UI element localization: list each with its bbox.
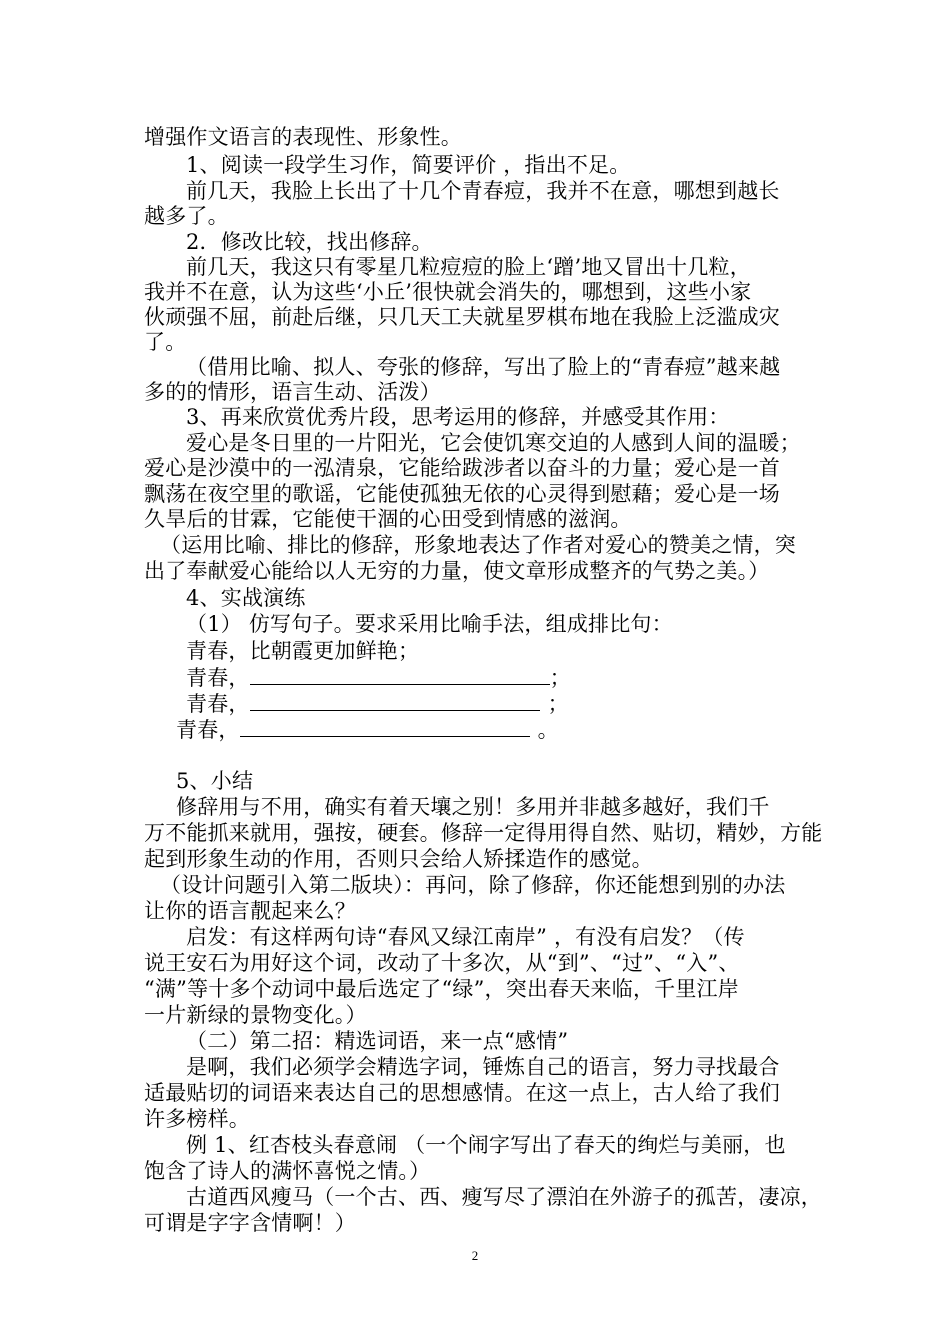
text-line: 出了奉献爱心能给以人无穷的力量，使文章形成整齐的气势之美。）: [144, 559, 770, 583]
text-line: （1） 仿写句子。要求采用比喻手法，组成排比句：: [186, 612, 673, 636]
text-line: 启发：有这样两句诗“春风又绿江南岸” ，有没有启发？（传: [186, 925, 745, 949]
text-line: 是啊，我们必须学会精选字词，锤炼自己的语言，努力寻找最合: [186, 1055, 780, 1079]
answer-blank[interactable]: [250, 690, 540, 711]
text-line: 修辞用与不用，确实有着天壤之别！多用并非越多越好，我们千: [176, 795, 770, 819]
text-line: 适最贴切的词语来表达自己的思想感情。在这一点上，古人给了我们: [144, 1081, 780, 1105]
text-line: 起到形象生动的作用，否则只会给人矫揉造作的感觉。: [144, 847, 653, 871]
text-line: 爱心是沙漠中的一泓清泉，它能给跋涉者以奋斗的力量；爱心是一首: [144, 456, 780, 480]
blank-end: ；: [547, 692, 569, 716]
text-line: 说王安石为用好这个词，改动了十多次，从“到”、“过”、“入”、: [144, 951, 740, 975]
text-line: “满”等十多个动词中最后选定了“绿”，突出春天来临，千里江岸: [144, 977, 739, 1001]
fill-in-blank-row: [186, 664, 571, 691]
text-line: 青春，比朝霞更加鲜艳；: [186, 639, 420, 663]
answer-blank[interactable]: [240, 716, 530, 737]
text-line: 1、阅读一段学生习作，简要评价 ，指出不足。: [186, 153, 631, 177]
text-line: 了。: [144, 330, 187, 354]
text-line: 我并不在意，认为这些‘小丘’很快就会消失的，哪想到，这些小家: [144, 280, 752, 304]
text-line: 2．修改比较，找出修辞。: [186, 230, 433, 254]
text-line: 让你的语言靓起来么？: [144, 899, 356, 923]
text-line: 许多榜样。: [144, 1107, 250, 1131]
text-line: 例 1、红杏枝头春意闹 （一个闹字写出了春天的绚烂与美丽，也: [186, 1133, 786, 1157]
text-line: 前几天，我这只有零星几粒痘痘的脸上‘蹭’地又冒出十几粒，: [186, 255, 751, 279]
text-line: 4、实战演练: [186, 586, 306, 610]
blank-label: 青春，: [186, 692, 250, 716]
answer-blank[interactable]: [250, 664, 550, 685]
text-line: （设计问题引入第二版块）：再问，除了修辞，你还能想到别的办法: [160, 873, 786, 897]
blank-end: ；: [549, 666, 571, 690]
section-heading: （二）第二招：精选词语，来一点“感情”: [186, 1029, 569, 1053]
text-line: 伙顽强不屈，前赴后继，只几天工夫就星罗棋布地在我脸上泛滥成灾: [144, 305, 780, 329]
text-line: 3、再来欣赏优秀片段，思考运用的修辞，并感受其作用：: [186, 405, 730, 429]
text-line: 爱心是冬日里的一片阳光，它会使饥寒交迫的人感到人间的温暖；: [186, 431, 801, 455]
text-line: 可谓是字字含情啊！）: [144, 1211, 356, 1235]
text-line: 多的的情形，语言生动、活泼）: [144, 380, 441, 404]
text-line: （运用比喻、排比的修辞，形象地表达了作者对爱心的赞美之情，突: [160, 533, 796, 557]
fill-in-blank-row: [186, 690, 569, 717]
text-line: 古道西风瘦马（一个古、西、瘦写尽了漂泊在外游子的孤苦，凄凉，: [186, 1185, 822, 1209]
text-line: 飘荡在夜空里的歌谣，它能使孤独无依的心灵得到慰藉；爱心是一场: [144, 482, 780, 506]
text-line: 前几天，我脸上长出了十几个青春痘，我并不在意，哪想到越长: [186, 179, 780, 203]
text-line: 饱含了诗人的满怀喜悦之情。）: [144, 1159, 431, 1183]
section-heading: 5、小结: [176, 769, 254, 793]
blank-end: 。: [537, 718, 559, 742]
text-line: 久旱后的甘霖，它能使干涸的心田受到情感的滋润。: [144, 507, 632, 531]
blank-label: 青春，: [186, 666, 250, 690]
text-line: 一片新绿的景物变化。）: [144, 1003, 367, 1027]
text-line: （借用比喻、拟人、夸张的修辞，写出了脸上的“青春痘”越来越: [186, 355, 781, 379]
page-number: 2: [471, 1248, 479, 1263]
fill-in-blank-row: [176, 716, 559, 743]
blank-label: 青春，: [176, 718, 240, 742]
text-line: 万不能抓来就用，强按，硬套。修辞一定得用得自然、贴切，精妙，方能: [144, 821, 823, 845]
text-line: 增强作文语言的表现性、形象性。: [144, 125, 462, 149]
text-line: 越多了。: [144, 204, 229, 228]
